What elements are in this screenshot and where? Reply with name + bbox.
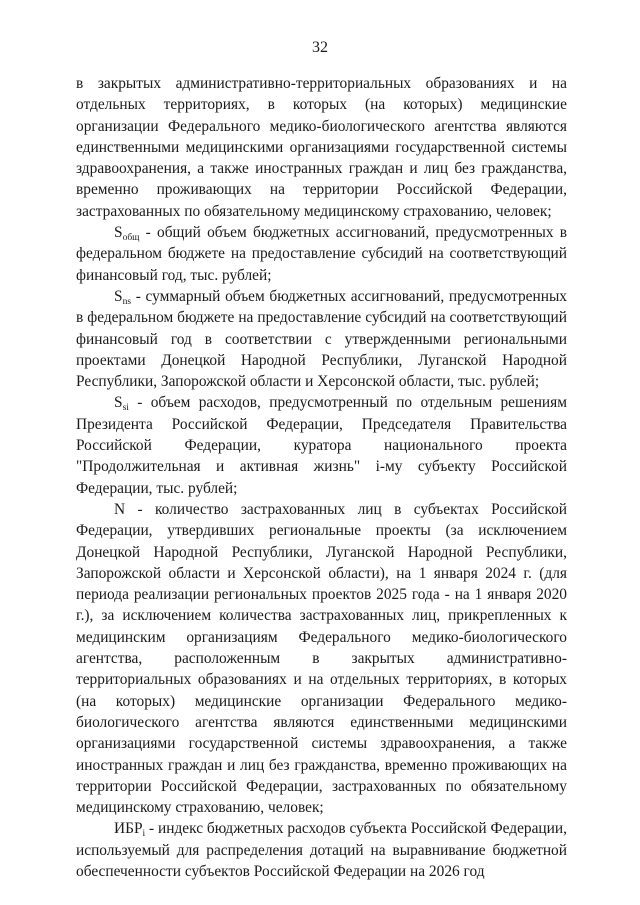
definition-text: - суммарный объем бюджетных ассигнований, предусмотренных в федеральном бюджете на предоставление субсидий на соответствующий финансовый год в соответствии с утвержденными региональными проектами Донецкой Народной Республики, Луганской Народной Республики, Запорожской области и Херсонской области, тыс. рублей; — [76, 287, 567, 391]
definition-n — [76, 499, 567, 818]
definition-text: - количество застрахованных лиц в субъектах Российской Федерации, утвердивших региональные проекты (за исключением Донецкой Народной Республики, Луганской Народной Республики, Запорожской области и Херсонской области), на 1 января 2024 г. (для периода реализации региональных проектов 2025 года - на 1 января 2020 г.), за исключением количества застрахованных лиц, прикрепленных к медицинским организациям Федерального медико-биологического агентства, расположенным в закрытых административно-территориальных образованиях и на отдельных территориях, в которых (на которых) медицинские организации Федерального медико-биологического агентства являются единственными медицинскими организациями государственной системы здравоохранения, а также иностранных граждан и лиц без гражданства, временно проживающих на территории Российской Федерации, застрахованных по обязательному медицинскому страхованию, человек; — [76, 500, 567, 817]
definition-text: - общий объем бюджетных ассигнований, предусмотренных в федеральном бюджете на предоставление субсидий на соответствующий финансовый год, тыс. рублей; — [76, 224, 567, 284]
paragraph-text: в закрытых административно-территориальных образованиях и на отдельных территориях, в которых (на которых) медицинские организации Федерального медико-биологического агентства являются единственными медицинскими организациями государственной системы здравоохранения, а также иностранных граждан и лиц без гражданства, временно проживающих на территории Российской Федерации, застрахованных по обязательному медицинскому страхованию, человек; — [76, 75, 567, 220]
definition-symbol: ИБР — [114, 820, 143, 838]
definition-symbol: N — [114, 500, 126, 518]
document-body — [76, 73, 567, 882]
definition-text: - индекс бюджетных расходов субъекта Российской Федерации, используемый для распределения дотаций на выравнивание бюджетной обеспеченности субъектов Российской Федерации на 2026 год — [76, 820, 567, 880]
definition-subscript: общ — [122, 233, 140, 244]
definition-subscript: si — [122, 403, 129, 414]
definition-ibr — [76, 818, 567, 882]
definition-text: - объем расходов, предусмотренный по отдельным решениям Президента Российской Федерации, Председателя Правительства Российской Федерации, куратора национального проекта "Продолжительная и активная жизнь" i-му субъекту Российской Федерации, тыс. рублей; — [76, 394, 567, 497]
definition-s-si — [76, 392, 567, 498]
definition-symbol: S — [114, 224, 123, 242]
definition-subscript: i — [142, 829, 146, 840]
definition-s-total — [76, 222, 567, 286]
definition-symbol: S — [114, 287, 123, 305]
definition-subscript: ns — [122, 296, 132, 307]
page-number: 32 — [312, 39, 328, 56]
definition-s-ns — [76, 286, 567, 392]
paragraph-continuation — [76, 73, 567, 222]
definition-symbol: S — [114, 394, 123, 412]
